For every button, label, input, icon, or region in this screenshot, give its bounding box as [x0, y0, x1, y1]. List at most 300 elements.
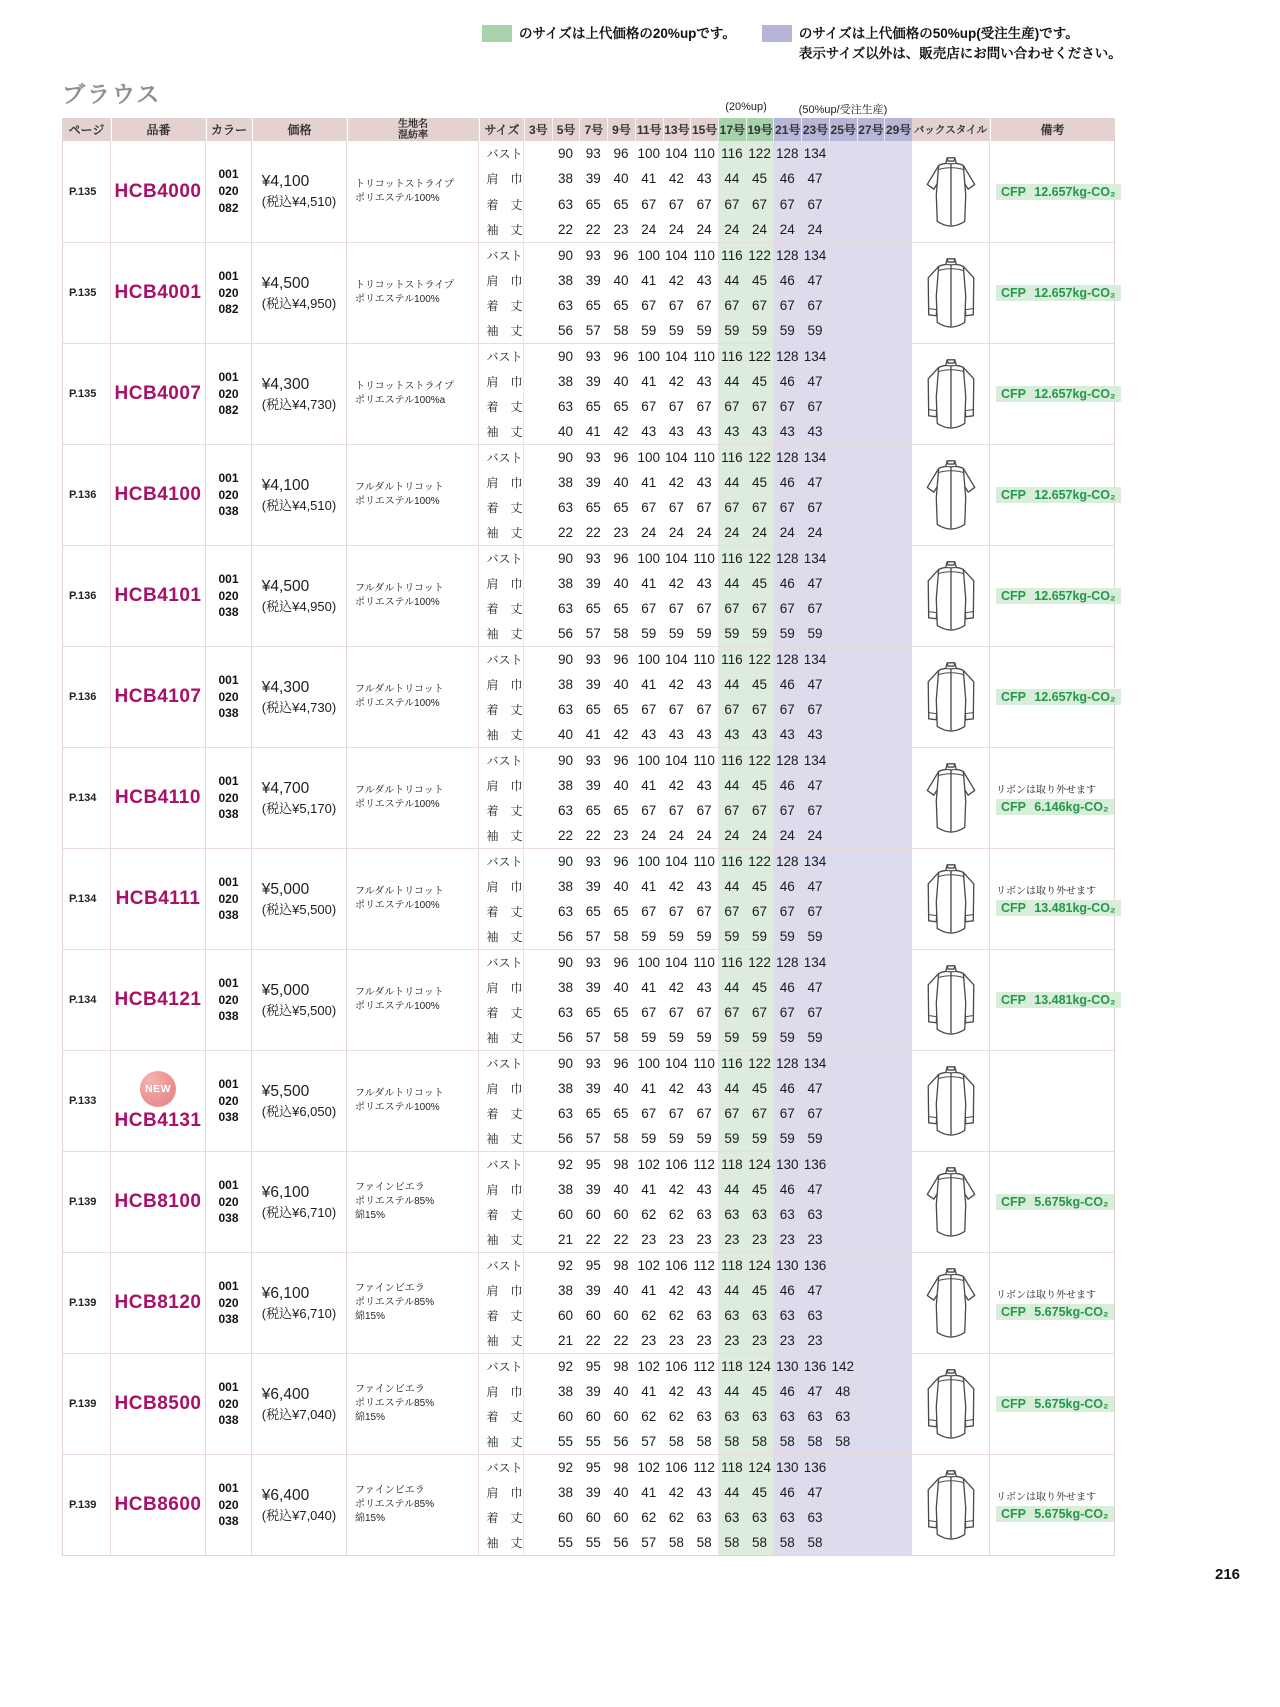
header-back-style: バックスタイル [912, 118, 990, 141]
measurement-value [829, 1303, 857, 1328]
price-tax: (税込¥6,710) [261, 1305, 337, 1321]
measurement-value: 44 [724, 1081, 740, 1096]
color-code: 020 [218, 790, 239, 805]
measurement-value: 95 [585, 1157, 601, 1172]
measurement-value: 130 [776, 1258, 799, 1273]
fabric-line: ファインビエラ [355, 1182, 425, 1193]
size-column-19号 [746, 1354, 774, 1454]
fabric-line: トリコットストライプ [355, 178, 454, 190]
measurement-value: 42 [668, 677, 684, 692]
measurement-value: 58 [752, 1535, 768, 1550]
measurement-value [829, 697, 857, 722]
price-main: ¥4,100 [261, 476, 310, 494]
blouse-back-long-icon [922, 1064, 980, 1138]
measurement-value: 41 [641, 475, 657, 490]
size-column-5号 [552, 1253, 580, 1353]
product-row-HCB8100 [63, 1151, 1114, 1252]
measurement-value: 55 [585, 1434, 601, 1449]
size-column-5号 [552, 141, 580, 242]
size-column-23号 [801, 546, 829, 646]
measurement-value [884, 1152, 912, 1177]
measurement-value: 122 [748, 854, 771, 869]
measurement-value: 55 [558, 1434, 574, 1449]
measurement-value: 59 [641, 1131, 657, 1146]
page-ref: P.136 [63, 445, 111, 545]
measurement-value [829, 419, 857, 444]
size-column-15号 [690, 748, 718, 848]
measurement-value: 43 [696, 1384, 712, 1399]
measurement-value: 63 [558, 1106, 574, 1121]
measure-label: 肩 巾 [486, 577, 523, 591]
measurement-value: 67 [752, 904, 768, 919]
measurement-value: 47 [807, 374, 823, 389]
measurement-value [857, 1126, 885, 1151]
measurement-value [857, 748, 885, 773]
measurement-value [884, 192, 912, 217]
measurement-value: 59 [752, 626, 768, 641]
size-column-25号 [829, 1051, 857, 1151]
size-column-11号 [635, 748, 663, 848]
size-column-29号 [884, 546, 912, 646]
measurement-value [524, 798, 552, 823]
price-tax: (税込¥4,510) [261, 497, 337, 513]
measurement-value: 59 [696, 1030, 712, 1045]
measurement-value [829, 1227, 857, 1252]
size-column-13号 [663, 344, 691, 444]
measurement-value: 67 [779, 1106, 795, 1121]
measure-label: バスト [486, 249, 523, 263]
header-size-grid [524, 118, 912, 141]
measurement-value: 67 [696, 1106, 712, 1121]
size-column-5号 [552, 1455, 580, 1555]
measurement-value: 46 [779, 1485, 795, 1500]
measurement-value [884, 672, 912, 697]
size-column-5号 [552, 748, 580, 848]
measurement-value: 24 [752, 221, 768, 237]
measurement-value: 67 [752, 1106, 768, 1121]
measurement-value: 59 [807, 1131, 823, 1146]
measure-label: バスト [486, 1057, 523, 1071]
measurement-value: 67 [779, 1005, 795, 1020]
measurement-value: 22 [585, 525, 601, 540]
size-column-23号 [801, 1253, 829, 1353]
size-column-23号 [801, 1051, 829, 1151]
color-code: 001 [218, 1177, 239, 1192]
measure-label: 肩 巾 [486, 779, 523, 793]
measurement-value: 104 [665, 349, 688, 364]
measurement-value: 58 [613, 323, 629, 338]
size-column-25号 [829, 1152, 857, 1252]
fabric-line: フルダルトリコット [355, 583, 444, 594]
measurement-value [829, 1455, 857, 1480]
measurement-value: 95 [585, 1258, 601, 1273]
measurement-value: 42 [613, 424, 629, 439]
measurement-value: 67 [641, 1005, 657, 1020]
measure-labels [479, 1152, 524, 1252]
measurement-value: 136 [803, 1157, 827, 1172]
measurement-value: 63 [752, 1207, 768, 1222]
measurement-value [857, 1076, 885, 1101]
measurement-value [857, 823, 885, 848]
measurement-value [884, 1126, 912, 1151]
measurement-value: 63 [724, 1207, 740, 1222]
size-column-9号 [607, 546, 635, 646]
measurement-value: 65 [613, 399, 629, 414]
measurement-value: 22 [558, 525, 574, 540]
measurement-value [857, 445, 885, 470]
measurement-value: 56 [558, 1131, 574, 1146]
measurement-value: 45 [752, 576, 768, 591]
measurement-value [829, 445, 857, 470]
measurement-value: 96 [613, 854, 629, 869]
fabric-line: ポリエステル100% [355, 698, 440, 709]
size-column-29号 [884, 1051, 912, 1151]
measurement-value: 46 [779, 1182, 795, 1197]
remarks [990, 1455, 1114, 1555]
measurement-value: 21 [558, 1333, 574, 1348]
measurement-value [857, 1202, 885, 1227]
measurement-value: 59 [779, 1030, 795, 1045]
measurement-value: 40 [613, 1485, 629, 1500]
measurement-value: 128 [776, 1056, 799, 1071]
fabric [347, 243, 479, 343]
measurement-value: 22 [585, 1333, 601, 1348]
price [252, 1152, 347, 1252]
measure-label: 肩 巾 [486, 1385, 523, 1399]
measurement-value: 67 [696, 702, 712, 717]
size-column-17号 [718, 1455, 746, 1555]
measurement-value: 100 [637, 652, 660, 667]
measurement-value: 43 [696, 1081, 712, 1096]
measurement-value: 67 [807, 500, 823, 515]
product-code-text: HCB4111 [115, 888, 201, 909]
size-grid [524, 141, 912, 242]
measurement-value [829, 773, 857, 798]
product-code-text: HCB4007 [114, 383, 202, 404]
legend-green-item [482, 24, 736, 44]
measurement-value [829, 1152, 857, 1177]
cfp-badge: CFP 6.146kg-CO₂ [996, 799, 1114, 815]
size-column-13号 [663, 849, 691, 949]
measurement-value: 41 [641, 879, 657, 894]
size-column-19号 [746, 243, 774, 343]
size-column-13号 [663, 1455, 691, 1555]
color-code: 020 [218, 1497, 239, 1512]
color-code: 001 [218, 773, 239, 788]
measurement-value: 38 [558, 273, 574, 288]
measurement-value: 63 [752, 1409, 768, 1424]
size-column-3号 [524, 647, 552, 747]
price [252, 141, 347, 242]
size-grid [524, 647, 912, 747]
measurement-value [884, 1278, 912, 1303]
measurement-value: 67 [668, 1106, 684, 1121]
size-grid [524, 748, 912, 848]
measurement-value: 67 [807, 702, 823, 717]
measurement-value: 44 [724, 778, 740, 793]
price-tax: (税込¥7,040) [261, 1507, 337, 1523]
measurement-value: 57 [585, 1131, 601, 1146]
measurement-value: 59 [641, 323, 657, 338]
measurement-value: 42 [668, 576, 684, 591]
measurement-value: 59 [779, 626, 795, 641]
measurement-value [857, 520, 885, 545]
size-grid [524, 849, 912, 949]
measurement-value: 44 [724, 1485, 740, 1500]
measurement-value [829, 166, 857, 191]
measurement-value: 65 [613, 1106, 629, 1121]
measurement-value: 67 [696, 196, 712, 212]
measurement-value: 58 [613, 1131, 629, 1146]
size-column-17号 [718, 1152, 746, 1252]
measurement-value: 110 [693, 652, 715, 667]
size-column-9号 [607, 1253, 635, 1353]
size-column-15号 [690, 1455, 718, 1555]
measurement-value [524, 1455, 552, 1480]
legend-purple-note: 表示サイズ以外は、販売店にお問い合わせください。 [798, 45, 1122, 61]
size-column-3号 [524, 1051, 552, 1151]
measurement-value [829, 722, 857, 747]
measurement-value: 43 [696, 980, 712, 995]
size-column-23号 [801, 647, 829, 747]
measurement-value: 67 [752, 399, 768, 414]
measurement-value [884, 1455, 912, 1480]
measurement-value [829, 470, 857, 495]
size-column-21号 [773, 647, 801, 747]
measurement-value: 41 [641, 1384, 657, 1399]
page-ref: P.135 [63, 141, 111, 242]
measurement-value: 122 [748, 349, 771, 364]
measurement-value [829, 192, 857, 217]
measurement-value: 63 [752, 1308, 768, 1323]
color-codes [206, 546, 252, 646]
color-codes [206, 141, 252, 242]
measurement-value: 46 [779, 778, 795, 793]
size-column-23号 [801, 445, 829, 545]
green-swatch-icon [482, 25, 512, 42]
fabric-line: ポリエステル100% [355, 496, 440, 507]
fabric [347, 445, 479, 545]
measurement-value: 67 [807, 298, 823, 313]
measurement-value: 67 [724, 298, 740, 313]
size-column-19号 [746, 1253, 774, 1353]
measurement-value: 96 [613, 349, 629, 364]
measurement-value: 42 [613, 727, 629, 742]
color-code: 020 [218, 1295, 239, 1310]
measurement-value: 46 [779, 1081, 795, 1096]
measurement-value: 44 [724, 475, 740, 490]
size-column-5号 [552, 445, 580, 545]
size-column-15号 [690, 546, 718, 646]
measurement-value [857, 217, 885, 242]
measurement-value: 43 [807, 424, 823, 439]
measurement-value: 24 [696, 828, 712, 843]
measurement-value: 47 [807, 576, 823, 591]
size-grid [524, 950, 912, 1050]
size-column-29号 [884, 243, 912, 343]
size-column-17号 [718, 243, 746, 343]
size-column-25号 [829, 445, 857, 545]
fabric [347, 748, 479, 848]
fabric-line: ポリエステル100% [355, 597, 440, 608]
color-codes [206, 950, 252, 1050]
measurement-value: 44 [724, 374, 740, 389]
size-column-13号 [663, 1253, 691, 1353]
color-codes [206, 1253, 252, 1353]
size-column-21号 [773, 344, 801, 444]
measurement-value [829, 1530, 857, 1555]
measurement-value: 134 [803, 1056, 827, 1071]
size-column-23号 [801, 748, 829, 848]
measurement-value [884, 798, 912, 823]
measurement-value: 63 [835, 1409, 851, 1424]
measurement-value: 93 [585, 450, 601, 465]
color-codes [206, 647, 252, 747]
measurement-value: 42 [668, 171, 684, 187]
size-column-5号 [552, 1354, 580, 1454]
product-row-HCB8600 [63, 1454, 1114, 1555]
measurement-value: 57 [585, 323, 601, 338]
measurement-value [884, 495, 912, 520]
size-column-25号 [829, 849, 857, 949]
size-column-25号 [829, 1455, 857, 1555]
color-codes [206, 748, 252, 848]
header-size-11号: 11号 [635, 118, 663, 141]
measurement-value: 45 [752, 1182, 768, 1197]
measurement-value [524, 293, 552, 318]
catalog-table-body [63, 141, 1114, 1555]
measurement-value: 63 [724, 1510, 740, 1525]
measurement-value: 43 [752, 424, 768, 439]
measurement-value [884, 975, 912, 1000]
price-tax: (税込¥5,500) [261, 901, 337, 917]
measurement-value [857, 1000, 885, 1025]
measurement-value [524, 647, 552, 672]
measurement-value: 93 [585, 854, 601, 869]
measurement-value [524, 1025, 552, 1050]
measurement-value: 96 [613, 753, 629, 768]
measurement-value [524, 874, 552, 899]
measurement-value: 45 [752, 677, 768, 692]
measurement-value [884, 647, 912, 672]
product-code-text: HCB4101 [114, 585, 202, 606]
back-style [912, 141, 990, 242]
legend-purple-item [762, 24, 1122, 63]
size-column-25号 [829, 647, 857, 747]
measurement-value [884, 596, 912, 621]
measurement-value: 59 [668, 929, 684, 944]
remarks [990, 1152, 1114, 1252]
color-code: 020 [218, 386, 239, 401]
measurement-value [524, 394, 552, 419]
measurement-value: 44 [724, 576, 740, 591]
fabric-line: ファインビエラ [355, 1485, 425, 1496]
measurement-value: 67 [752, 803, 768, 818]
measurement-value: 95 [585, 1460, 601, 1475]
measurement-value: 42 [668, 1384, 684, 1399]
size-column-9号 [607, 141, 635, 242]
product-code-text: HCB4107 [114, 686, 202, 707]
color-code: 001 [218, 167, 239, 182]
measurement-value: 65 [585, 1106, 601, 1121]
measurement-value: 118 [721, 1157, 743, 1172]
measurement-value: 39 [585, 1283, 601, 1298]
header-size-21号: 21号 [773, 118, 801, 141]
measurement-value: 96 [613, 450, 629, 465]
legend-purple-text: のサイズは上代価格の50%up(受注生産)です。 [798, 26, 1079, 41]
measurement-value [857, 1505, 885, 1530]
measurement-value: 65 [613, 702, 629, 717]
blouse-back-long-icon [922, 963, 980, 1037]
measurement-value: 46 [779, 1384, 795, 1399]
measure-label: 肩 巾 [486, 678, 523, 692]
measurement-value: 63 [779, 1308, 795, 1323]
fabric-line: ポリエステル100% [355, 192, 440, 204]
measurement-value: 46 [779, 1283, 795, 1298]
measurement-value: 67 [641, 702, 657, 717]
measurement-value: 46 [779, 879, 795, 894]
measurement-value: 100 [637, 248, 660, 263]
page-ref: P.133 [63, 1051, 111, 1151]
measurement-value [829, 1101, 857, 1126]
measurement-value: 24 [807, 525, 823, 540]
measurement-value: 43 [724, 424, 740, 439]
measurement-value: 93 [585, 753, 601, 768]
measurement-value: 67 [696, 500, 712, 515]
measurement-value: 58 [779, 1535, 795, 1550]
measurement-value [857, 1177, 885, 1202]
price-main: ¥4,700 [261, 779, 310, 797]
cfp-badge: CFP 13.481kg-CO₂ [996, 900, 1121, 916]
product-code [111, 1354, 206, 1454]
size-column-27号 [857, 1455, 885, 1555]
measurement-value: 59 [641, 929, 657, 944]
price-main: ¥4,500 [261, 577, 310, 595]
measurement-value: 56 [613, 1434, 629, 1449]
size-column-17号 [718, 445, 746, 545]
measurement-value: 67 [752, 601, 768, 616]
color-code: 001 [218, 268, 239, 283]
measurement-value [857, 243, 885, 268]
blouse-back-long-icon [922, 256, 980, 330]
measurement-value: 104 [665, 652, 688, 667]
remarks [990, 1051, 1114, 1151]
size-column-7号 [579, 243, 607, 343]
measurement-value [524, 217, 552, 242]
size-column-29号 [884, 1455, 912, 1555]
measurement-value: 59 [807, 323, 823, 338]
measurement-value: 58 [613, 1030, 629, 1045]
measure-label: バスト [486, 451, 523, 465]
measurement-value: 41 [641, 171, 657, 187]
measurement-value: 43 [807, 727, 823, 742]
measurement-value: 90 [558, 652, 574, 667]
measure-label: 着 丈 [486, 1309, 523, 1323]
size-column-21号 [773, 243, 801, 343]
price-main: ¥6,400 [261, 1486, 310, 1504]
measurement-value: 39 [585, 1182, 601, 1197]
measurement-value: 39 [585, 778, 601, 793]
measurement-value [524, 1278, 552, 1303]
measurement-value: 58 [613, 929, 629, 944]
size-column-29号 [884, 950, 912, 1050]
measurement-value: 59 [807, 1030, 823, 1045]
measurement-value [524, 1101, 552, 1126]
measure-labels [479, 546, 524, 646]
measure-labels [479, 445, 524, 545]
measurement-value [857, 495, 885, 520]
blouse-back-long-icon [922, 862, 980, 936]
